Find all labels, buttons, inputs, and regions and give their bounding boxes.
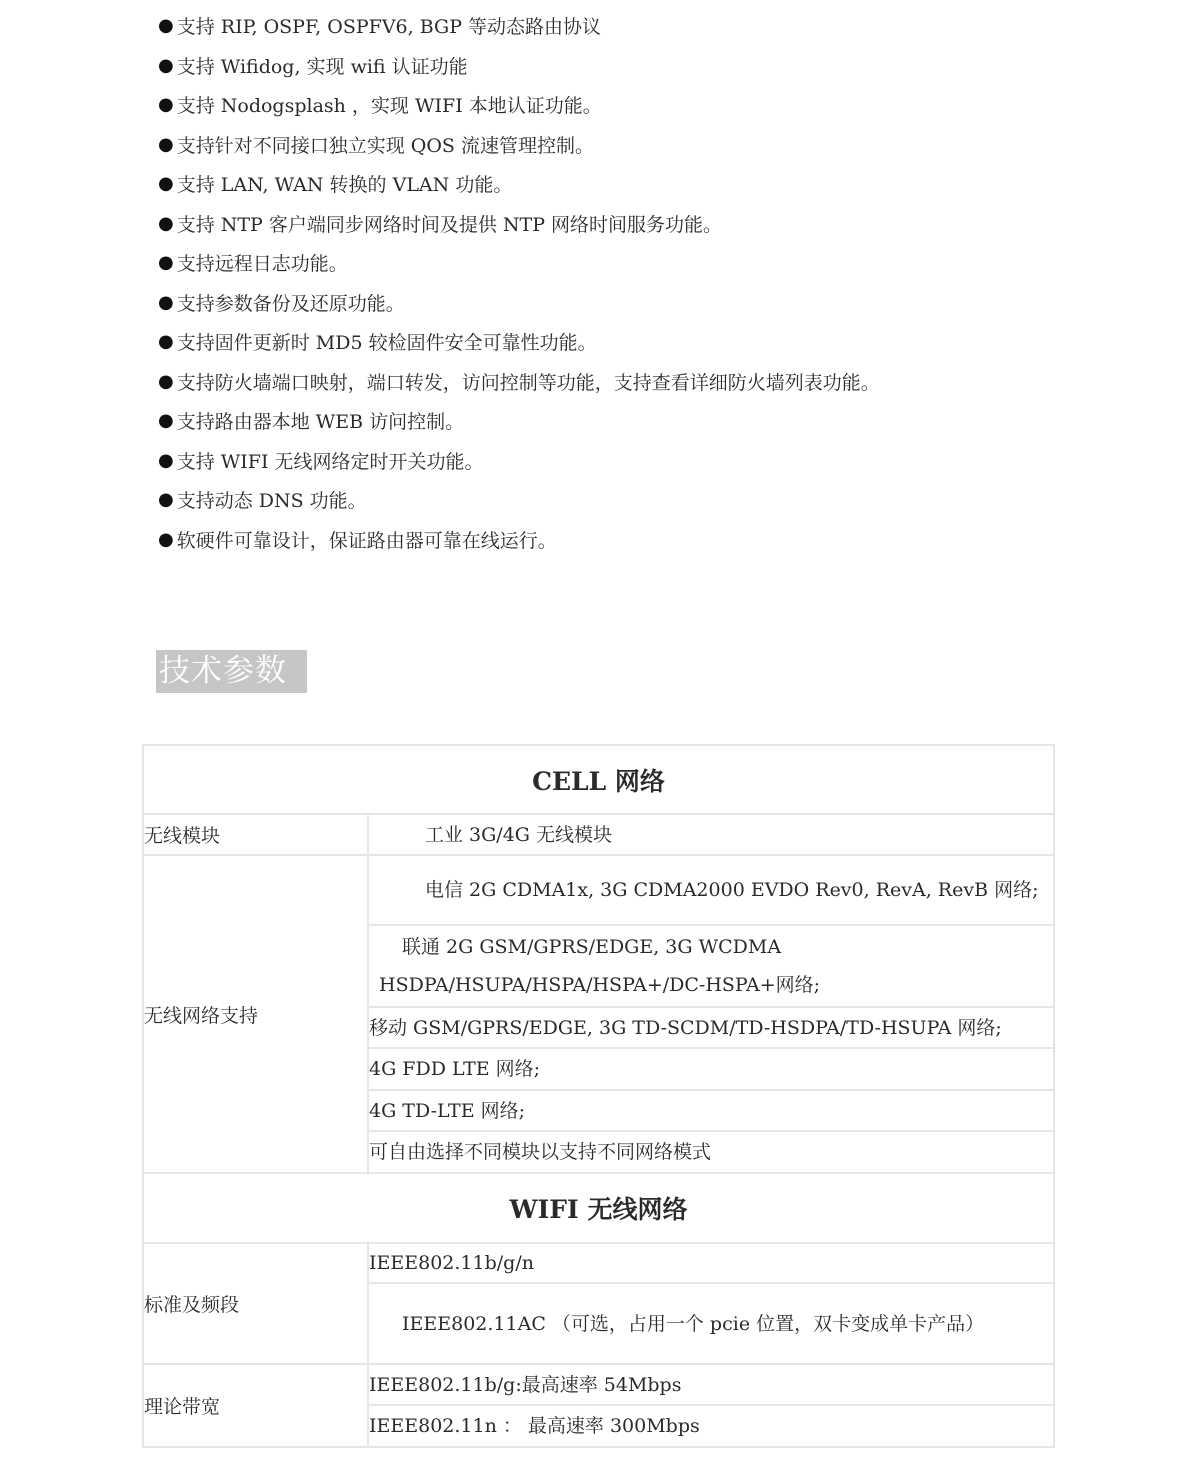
feature-item — [158, 401, 880, 441]
table-row — [143, 1364, 1054, 1405]
feature-item — [158, 480, 880, 520]
network-value: 4G TD-LTE 网络; — [368, 1090, 1054, 1131]
feature-text: 支持动态 DNS 功能。 — [176, 490, 367, 513]
bullet-icon: ● — [158, 94, 174, 116]
feature-item — [158, 362, 880, 402]
table-row — [143, 745, 1054, 814]
table-row — [143, 855, 1054, 925]
bullet-icon: ● — [158, 173, 174, 195]
bullet-icon: ● — [158, 449, 174, 471]
feature-item — [158, 125, 880, 165]
feature-text: 支持防火墙端口映射，端口转发，访问控制等功能，支持查看详细防火墙列表功能。 — [176, 371, 880, 394]
bullet-icon: ● — [158, 54, 174, 76]
feature-text: 支持 Wifidog, 实现 wifi 认证功能 — [176, 55, 468, 78]
standard-value: IEEE802.11b/g/n — [368, 1243, 1054, 1283]
feature-text: 支持远程日志功能。 — [176, 253, 348, 276]
feature-text: 支持参数备份及还原功能。 — [176, 292, 405, 315]
bullet-icon: ● — [158, 252, 174, 274]
spec-table — [142, 744, 1055, 1448]
module-label: 无线模块 — [143, 814, 368, 855]
table-row — [143, 814, 1054, 855]
section-title: 技术参数 — [156, 650, 307, 693]
network-value: 可自由选择不同模块以支持不同网络模式 — [368, 1131, 1054, 1173]
feature-text: 软硬件可靠设计，保证路由器可靠在线运行。 — [176, 529, 557, 552]
feature-item — [158, 322, 880, 362]
feature-item — [158, 283, 880, 323]
feature-item — [158, 441, 880, 481]
standard-value: IEEE802.11AC （可选，占用一个 pcie 位置，双卡变成单卡产品） — [368, 1283, 1054, 1364]
feature-text: 支持路由器本地 WEB 访问控制。 — [176, 411, 465, 434]
wifi-network-header: WIFI 无线网络 — [143, 1173, 1054, 1243]
module-value: 工业 3G/4G 无线模块 — [368, 814, 1054, 855]
feature-text: 支持针对不同接口独立实现 QOS 流速管理控制。 — [176, 134, 594, 157]
feature-text: 支持 Nodogsplash ，实现 WIFI 本地认证功能。 — [176, 95, 602, 118]
bullet-icon: ● — [158, 212, 174, 234]
feature-item — [158, 243, 880, 283]
feature-text: 支持固件更新时 MD5 较检固件安全可靠性功能。 — [176, 332, 597, 355]
feature-item — [158, 6, 880, 46]
bullet-icon: ● — [158, 291, 174, 313]
bullet-icon: ● — [158, 370, 174, 392]
feature-text: 支持 NTP 客户端同步网络时间及提供 NTP 网络时间服务功能。 — [176, 213, 723, 236]
feature-list — [158, 6, 880, 559]
network-value: 电信 2G CDMA1x, 3G CDMA2000 EVDO Rev0, RevA, RevB 网络; — [368, 855, 1054, 925]
feature-text: 支持 LAN, WAN 转换的 VLAN 功能。 — [176, 174, 513, 197]
network-value: 4G FDD LTE 网络; — [368, 1048, 1054, 1090]
feature-item — [158, 85, 880, 125]
feature-item — [158, 46, 880, 86]
bullet-icon: ● — [158, 410, 174, 432]
feature-text: 支持 RIP, OSPF, OSPFV6, BGP 等动态路由协议 — [176, 16, 602, 39]
bullet-icon: ● — [158, 133, 174, 155]
feature-item — [158, 520, 880, 560]
bandwidth-value: IEEE802.11n ： 最高速率 300Mbps — [368, 1405, 1054, 1447]
bandwidth-label: 理论带宽 — [143, 1364, 368, 1447]
bullet-icon: ● — [158, 331, 174, 353]
network-support-label: 无线网络支持 — [143, 855, 368, 1173]
feature-item — [158, 164, 880, 204]
bullet-icon: ● — [158, 528, 174, 550]
standard-band-label: 标准及频段 — [143, 1243, 368, 1364]
bullet-icon: ● — [158, 15, 174, 37]
bandwidth-value: IEEE802.11b/g:最高速率 54Mbps — [368, 1364, 1054, 1405]
table-row — [143, 1243, 1054, 1283]
cell-network-header: CELL 网络 — [143, 745, 1054, 814]
bullet-icon: ● — [158, 489, 174, 511]
network-value: 移动 GSM/GPRS/EDGE, 3G TD-SCDM/TD-HSDPA/TD-HSUPA 网络; — [368, 1007, 1054, 1048]
table-row — [143, 1173, 1054, 1243]
network-value: 联通 2G GSM/GPRS/EDGE, 3G WCDMA HSDPA/HSUPA/HSPA/HSPA+/DC-HSPA+网络; — [368, 925, 1054, 1007]
feature-text: 支持 WIFI 无线网络定时开关功能。 — [176, 450, 484, 473]
feature-item — [158, 204, 880, 244]
